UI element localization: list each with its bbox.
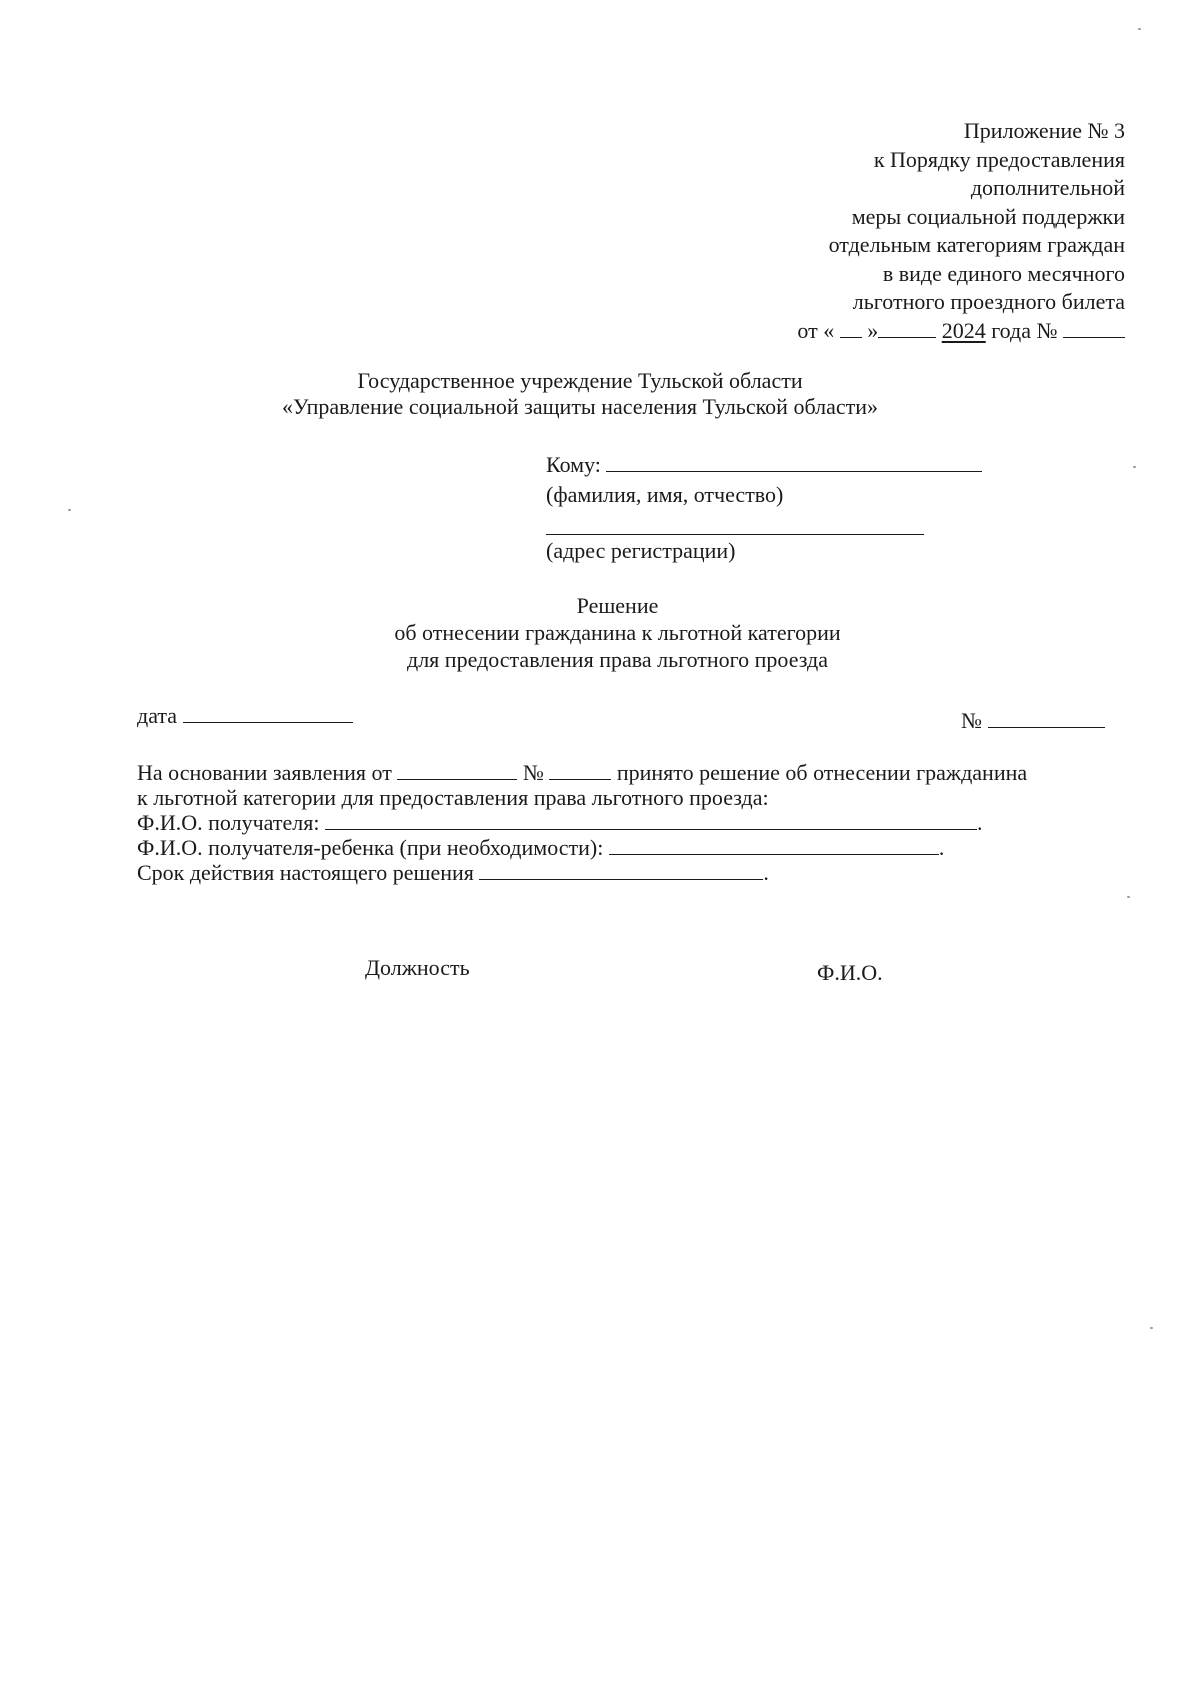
annex-day-blank[interactable] [840,319,862,338]
annex-date-mid: » [867,317,879,343]
decision-body [137,760,1027,885]
annex-number-blank[interactable] [1063,319,1125,338]
recipient-name-hint: (фамилия, имя, отчество) [546,482,784,507]
validity-field[interactable] [479,861,763,880]
validity-label: Срок действия настоящего решения [137,860,474,885]
application-number-field[interactable] [549,761,611,780]
annex-date-prefix: от « [797,317,835,343]
date-field[interactable] [183,704,353,723]
recipient-address-hint: (адрес регистрации) [546,538,736,563]
annex-line-6: в виде единого месячного [882,260,1125,286]
decision-number-field[interactable] [988,709,1105,728]
institution-line-2: «Управление социальной защиты населения Тульской области» [281,394,878,419]
scan-speck [1150,1327,1153,1329]
annex-month-blank[interactable] [878,319,936,338]
basis-suffix: принято решение об отнесении гражданина [616,760,1028,785]
recipient-address-field[interactable] [546,516,924,535]
recipient-fio-row [137,810,1027,835]
validity-period: . [763,860,769,885]
annex-date-suffix: года № [991,317,1058,343]
annex-line-7: льготного проездного билета [852,289,1125,314]
title-line-2: об отнесении гражданина к льготной категории [394,620,841,645]
basis-line-1 [137,760,1027,785]
number-label: № [961,708,982,733]
basis-number-label: № [522,760,544,785]
signature-position: Должность [365,955,470,980]
recipient-name-field[interactable] [606,453,982,472]
child-fio-period: . [938,835,945,860]
child-fio-label: Ф.И.О. получателя-ребенка (при необходимости): [137,835,604,860]
annex-date-line [797,317,1125,346]
title-line-1: Решение [576,593,659,618]
scan-speck [1133,466,1136,468]
annex-line-2: к Порядку предоставления [873,146,1125,172]
annex-year: 2024 [941,317,986,343]
annex-line-3: дополнительной [970,175,1125,200]
scan-speck [1138,28,1141,30]
validity-row [137,860,1027,885]
recipient-to-label: Кому: [546,452,601,477]
basis-line-2: к льготной категории для предоставления права льготного проезда: [137,785,769,810]
annex-number: Приложение № 3 [963,118,1125,143]
decision-date-row [137,703,353,729]
scan-speck [1127,896,1130,898]
decision-number-row [961,708,1105,734]
basis-prefix: На основании заявления от [137,760,392,785]
date-label: дата [137,703,178,728]
annex-header [797,117,1125,345]
institution-name [0,368,1160,420]
application-date-field[interactable] [397,761,517,780]
decision-title [0,592,1200,673]
scan-speck [68,509,71,511]
recipient-fio-period: . [976,810,983,835]
recipient-fio-label: Ф.И.О. получателя: [137,810,320,835]
child-fio-row [137,835,1027,860]
annex-line-5: отдельным категориям граждан [828,232,1125,257]
recipient-fio-field[interactable] [325,811,977,830]
title-line-3: для предоставления права льготного проезда [407,647,828,672]
institution-line-1: Государственное учреждение Тульской области [357,368,803,393]
recipient-to-row [546,452,982,478]
child-fio-field[interactable] [609,836,939,855]
annex-line-4: меры социальной поддержки [851,203,1125,229]
signature-name: Ф.И.О. [817,960,883,985]
